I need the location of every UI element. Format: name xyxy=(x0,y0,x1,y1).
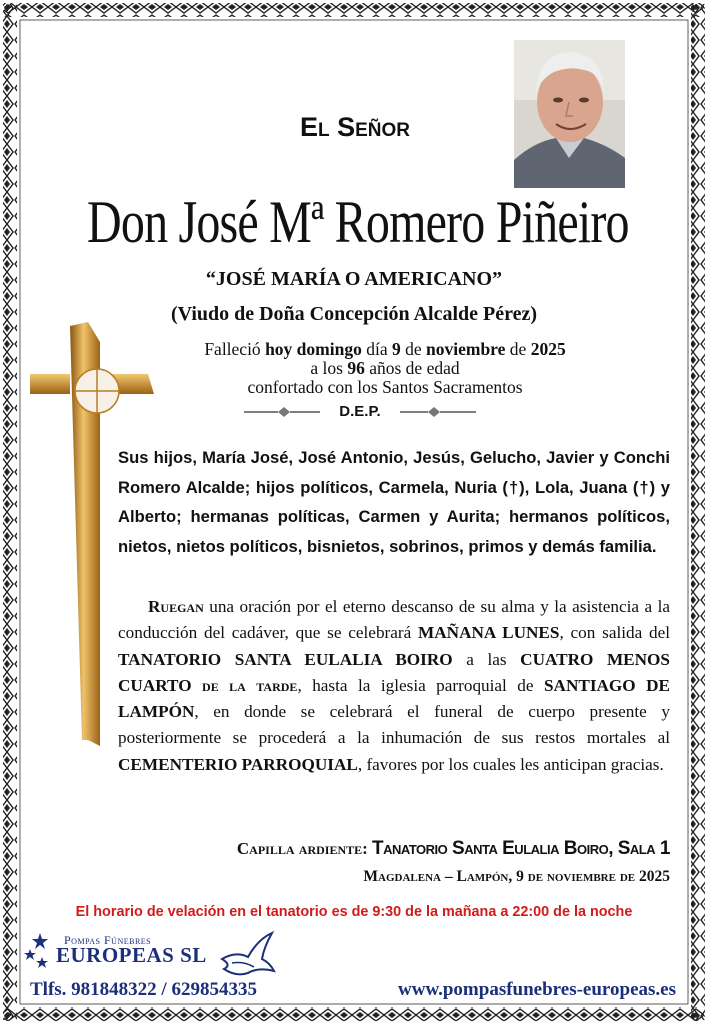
logo-top-text: Pompas Fúnebres xyxy=(64,933,152,947)
place-date: Magdalena – Lampón, 9 de noviembre de 2025 xyxy=(363,868,670,885)
visiting-hours: El horario de velación en el tanatorio es de 9:30 de la mañana a 22:00 de la noche xyxy=(75,904,633,920)
deceased-name: Don José Mª Romero Piñeiro xyxy=(87,189,629,255)
company-logo xyxy=(22,929,282,985)
widower-line: (Viudo de Doña Concepción Alcalde Pérez) xyxy=(170,303,538,325)
portrait-photo xyxy=(514,40,625,188)
title-prefix: El Señor xyxy=(299,112,411,142)
logo-main-text: EUROPEAS SL xyxy=(56,943,207,967)
sacraments-line: confortado con los Santos Sacramentos xyxy=(247,377,523,397)
chapel-label: Capilla ardiente: xyxy=(236,839,373,858)
stars-icon xyxy=(22,931,58,975)
phone-numbers: Tlfs. 981848322 / 629854335 xyxy=(30,979,257,1000)
chapel-info xyxy=(150,838,670,860)
deceased-alias: “JOSÉ MARÍA O AMERICANO” xyxy=(205,268,503,290)
death-details xyxy=(120,340,650,397)
ruegan-paragraph: Ruegan una oración por el eterno descanso de su alma y la asistencia a la conducción del cadáver, que se celebrará MAÑANA LUNES, con salida del TANATORIO SANTA EULALIA BOIRO a las CUATRO MENOS CUARTO de la tarde, hasta la iglesia parroquial de SANTIAGO DE LAMPÓN, en donde se celebrará el funeral de cuerpo presente y posteriormente se procederá a la inhumación de sus restos mortales al CEMENTERIO PARROQUIAL, favores por los cuales les anticipan gracias. xyxy=(118,597,671,774)
dove-icon xyxy=(218,929,276,981)
website-link[interactable]: www.pompasfunebres-europeas.es xyxy=(398,979,676,1000)
chapel-place: Tanatorio Santa Eulalia Boiro, Sala 1 xyxy=(372,838,670,859)
age-line: a los 96 años de edad xyxy=(310,358,460,378)
dep-text: D.E.P. xyxy=(339,403,381,420)
dep-divider xyxy=(240,401,480,423)
family-paragraph: Sus hijos, María José, José Antonio, Jesús, Gelucho, Javier y Conchi Romero Alcalde; hijos políticos, Carmela, Nuria (†), Lola, Juana (†) y Alberto; hermanas políticas, Carmen y Aurita; hermanos políticos, nietos, nietos políticos, bisnietos, sobrinos, primos y demás familia. xyxy=(118,448,670,556)
death-date-line: Falleció hoy domingo día 9 de noviembre de 2025 xyxy=(204,339,566,359)
